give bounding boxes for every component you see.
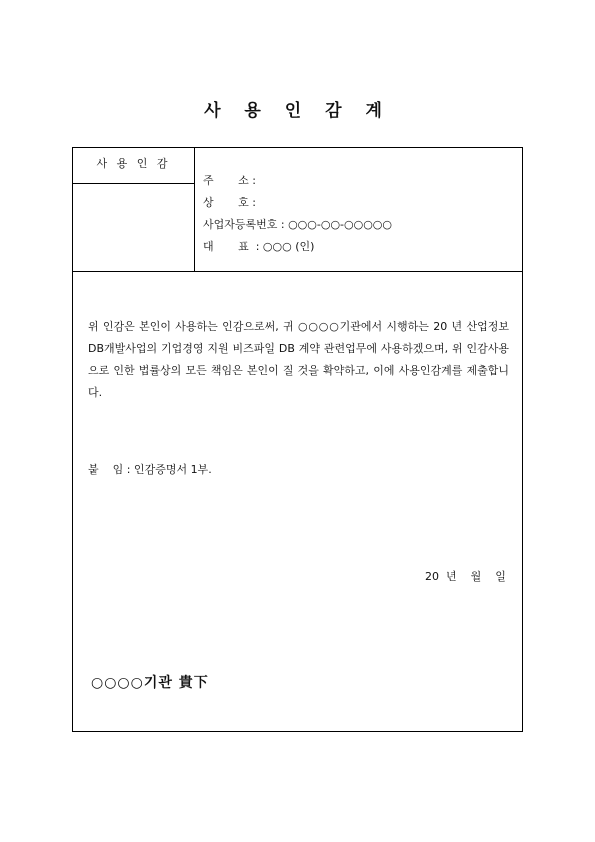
seal-label: 사 용 인 감 <box>73 148 194 184</box>
enclosure-line: 붙 임 : 인감증명서 1부. <box>88 463 212 476</box>
company-name-field: 상 호 : <box>203 196 256 209</box>
representative-field: 대 표 : ○○○ (인) <box>203 240 315 253</box>
document-title: 사 용 인 감 계 <box>204 101 391 121</box>
business-registration-number: 사업자등록번호 : ○○○-○○-○○○○○ <box>203 218 393 231</box>
address-field: 주 소 : <box>203 174 256 187</box>
seal-stamp-area <box>73 184 194 271</box>
header-section <box>73 148 522 272</box>
date-line: 20 년 월 일 <box>425 570 506 583</box>
seal-registration-form <box>72 147 523 732</box>
seal-column <box>73 148 195 271</box>
addressee: ○○○○기관 貴下 <box>91 675 209 691</box>
statement-paragraph: 위 인감은 본인이 사용하는 인감으로써, 귀 ○○○○기관에서 시행하는 20 년 산업정보 DB개발사업의 기업경영 지원 비즈파일 DB 계약 관련업무에 사용하겠으며, 위 인감사용으로 인한 법률상의 모든 책임은 본인이 질 것을 확약하고, 이에 사용인감계를 제출합니다. <box>88 320 509 399</box>
